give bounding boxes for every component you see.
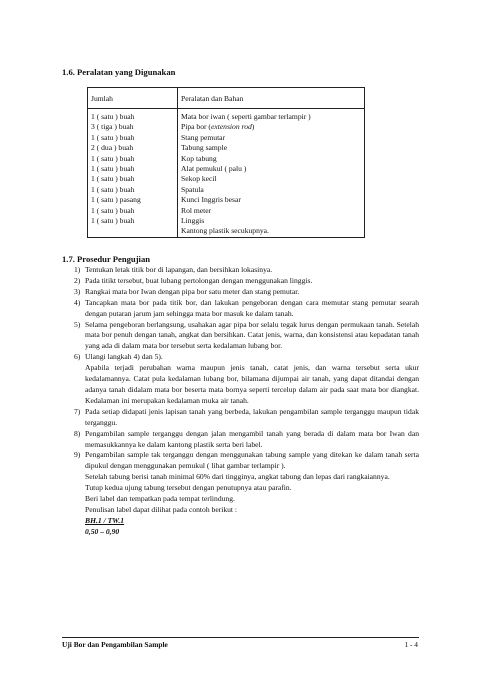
label-example-line-2: 0,50 – 0,90 [85, 526, 120, 536]
procedure-step [74, 287, 419, 298]
table-row [88, 185, 365, 195]
equipment-cell: Rol meter [178, 206, 365, 216]
equipment-italic-term: extension rod [210, 122, 252, 132]
step-notes [85, 472, 419, 537]
step-number: 6) [74, 352, 81, 362]
column-header-equipment: Peralatan dan Bahan [178, 88, 365, 109]
equipment-cell: Alat pemukul ( palu ) [178, 164, 365, 174]
label-example [85, 516, 419, 538]
step-text: Ulangi langkah 4) dan 5). [85, 352, 163, 362]
equipment-cell: Kop tabung [178, 154, 365, 164]
quantity-cell: 1 ( satu ) pasang [88, 195, 178, 205]
step-number: 7) [74, 406, 81, 416]
equipment-cell: Kantong plastik secukupnya. [178, 226, 365, 237]
procedure-step [74, 407, 419, 429]
equipment-cell: Stang pemutar [178, 133, 365, 143]
table-row [88, 122, 365, 132]
quantity-cell: 2 ( dua ) buah [88, 143, 178, 153]
table-row [88, 109, 365, 123]
procedure-step [74, 450, 419, 537]
quantity-cell: 1 ( satu ) buah [88, 174, 178, 184]
equipment-cell: Kunci Inggris besar [178, 195, 365, 205]
step-number: 2) [74, 275, 81, 285]
procedure-step [74, 265, 419, 276]
section-heading-equipment: 1.6. Peralatan yang Digunakan [62, 67, 176, 77]
section-heading-procedure: 1.7. Prosedur Pengujian [62, 254, 151, 264]
step-number: 1) [74, 265, 81, 274]
step-text: Pada setiap didapati jenis lapisan tanah yang berbeda, lakukan pengambilan sample terganggu maupun tidak terganggu. [85, 406, 419, 427]
procedure-step [74, 298, 419, 320]
table-row [88, 174, 365, 184]
step-9-note: Tutup kedua ujung tabung tersebut dengan penutupnya atau parafin. [85, 483, 292, 493]
table-row [88, 164, 365, 174]
procedure-step [74, 352, 419, 407]
step-number: 4) [74, 297, 81, 307]
equipment-cell: Mata bor iwan ( seperti gambar terlampir ) [178, 109, 365, 123]
step-text: Pada titikt tersebut, buat lubang pertolongan dengan menggunakan linggis. [85, 275, 313, 285]
footer-divider [62, 637, 419, 638]
procedure-step [74, 429, 419, 451]
step-text: Tentukan letak titik bor di lapangan, dan bersihkan lokasinya. [85, 265, 273, 274]
step-6-note: Apabila terjadi perubahan warna maupun jenis tanah, catat jenis, dan warna tersebut serta ukur kedalamannya. Catat pula kedalaman lubang bor, bilamana dijumpai air tanah, yang dapat ditandai dengan adanya tanah didalam mata bor beserta mata bornya seperti tercelup dalam air pada saat mata bor diangkat. Kedalaman ini merupakan kedalaman muka air tanah. [85, 363, 419, 405]
page-number: 1 - 4 [404, 640, 418, 649]
quantity-cell: 1 ( satu ) buah [88, 154, 178, 164]
step-text: Pengambilan sample terganggu dengan jalan mengambil tanah yang berada di dalam mata bor Iwan dan memasukkannya ke dalam kantong plastik serta beri label. [85, 428, 419, 449]
step-note [85, 363, 419, 407]
table-header-row [88, 88, 365, 109]
step-9-note: Beri label dan tempatkan pada tempat terlindung. [85, 494, 235, 504]
equipment-cell [178, 122, 365, 132]
table-row [88, 195, 365, 205]
equipment-cell: Tabung sample [178, 143, 365, 153]
step-text: Selama pengeboran berlangsung, usahakan agar pipa bor selalu tegak lurus dengan permukaan tanah. Setelah mata bor penuh dengan tanah, angkat dan bersihkan. Catat jenis, warna, dan konsistensi atau kepadatan tanah yang ada di dalam mata bor tersebut serta kedalaman lubang bor. [85, 319, 419, 351]
step-9-note: Setelah tabung berisi tanah minimal 60% dari tingginya, angkat tabung dan lepas dari rangkaiannya. [85, 472, 390, 482]
step-number: 3) [74, 286, 81, 296]
quantity-cell: 1 ( satu ) buah [88, 164, 178, 174]
step-number: 9) [74, 450, 81, 460]
table-row [88, 226, 365, 237]
step-9-note: Penulisan label dapat dilihat pada contoh berikut : [85, 504, 238, 514]
quantity-cell: 1 ( satu ) buah [88, 133, 178, 143]
equipment-text-close: ) [251, 122, 255, 132]
table-row [88, 154, 365, 164]
label-example-line-1: BH.1 / TW.1 [85, 515, 125, 525]
procedure-step [74, 320, 419, 353]
step-text: Rangkai mata bor Iwan dengan pipa bor satu meter dan stang pemutar. [85, 286, 300, 296]
quantity-cell: 1 ( satu ) buah [88, 109, 178, 123]
step-text: Tancapkan mata bor pada titik bor, dan lakukan pengeboran dengan cara memutar stang pemutar searah dengan putaran jarum jam sehingga mata bor masuk ke dalam tanah. [85, 297, 419, 318]
procedure-steps [74, 265, 419, 538]
table-row [88, 133, 365, 143]
quantity-cell [88, 226, 178, 237]
equipment-cell: Linggis [178, 216, 365, 226]
equipment-cell: Spatula [178, 185, 365, 195]
column-header-quantity: Jumlah [88, 88, 178, 109]
quantity-cell: 1 ( satu ) buah [88, 206, 178, 216]
quantity-cell: 3 ( tiga ) buah [88, 122, 178, 132]
footer-title: Uji Bor dan Pengambilan Sample [62, 640, 168, 649]
equipment-cell: Sekop kecil [178, 174, 365, 184]
equipment-table [87, 87, 365, 238]
quantity-cell: 1 ( satu ) buah [88, 216, 178, 226]
step-number: 8) [74, 428, 81, 438]
quantity-cell: 1 ( satu ) buah [88, 185, 178, 195]
procedure-step [74, 276, 419, 287]
step-number: 5) [74, 319, 81, 329]
step-text: Pengambilan sample tak terganggu dengan menggunakan tabung sample yang ditekan ke dalam tanah serta dipukul dengan menggunakan pemukul ( lihat gambar terlampir ). [85, 450, 419, 471]
table-row [88, 206, 365, 216]
equipment-text: Pipa bor ( [181, 122, 211, 132]
table-row [88, 216, 365, 226]
table-row [88, 143, 365, 153]
